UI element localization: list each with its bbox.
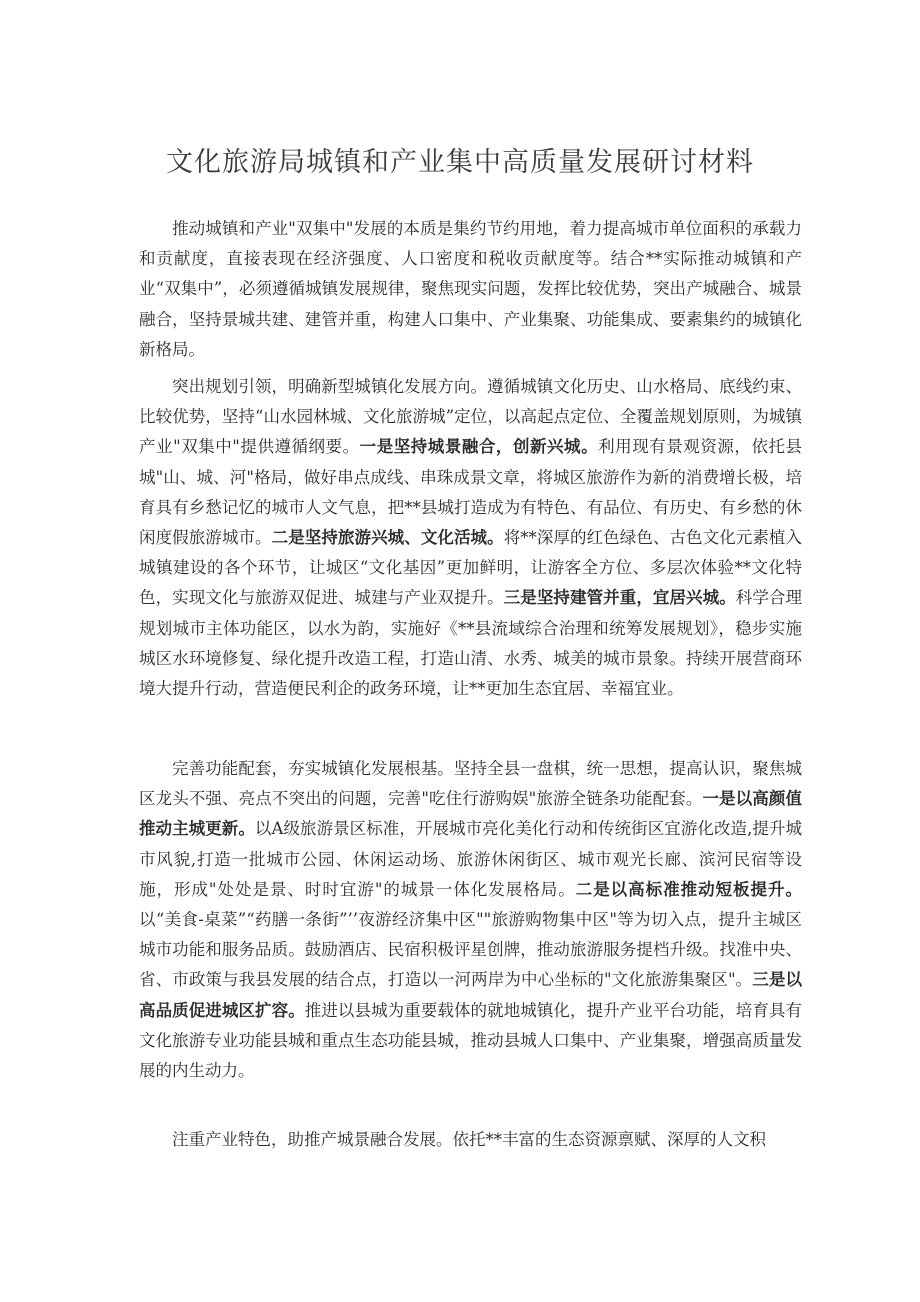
point-one-heading: 一是坚持城景融合，创新兴城。 [359,437,599,457]
paragraph-functions-heading: 完善功能配套，夯实城镇化发展根基。 [172,759,454,778]
paragraph-industry-heading: 注重产业特色，助推产城景融合发展。 [172,1130,453,1149]
point-one-heading: 一是以高颜值推动主城更新。 [139,789,802,839]
paragraph-functions [139,754,802,1086]
paragraph-functions-text-3: 以“美食-桌菜”“药膳一条街”’’夜游经济集中区""旅游购物集中区"等为切入点，提升主城区城市功能和服务品质。鼓励酒店、民宿积极评星创牌，推动旅游服务提档升级。找准中央、省、市政策与我县发展的结合点，打造以一河两岸为中心坐标的"文化旅游集聚区"。 [139,910,802,990]
paragraph-industry-text-1: 依托**丰富的生态资源禀赋、深厚的人文积 [452,1130,766,1149]
point-two-heading: 二是以高标准推动短板提升。 [575,879,803,899]
point-two-heading: 二是坚持旅游兴城、文化活城。 [271,528,504,548]
paragraph-functions-text-2: 以A级旅游景区标准，开展城市亮化美化行动和传统街区宜游化改造,提升城市风貌,打造一批城市公园、休闲运动场、旅游休闲街区、城市观光长廊、滨河民宿等设施，形成"处处是景、时时宜游"的城景一体化发展格局。 [139,819,803,899]
paragraph-functions-text-1: 坚持全县一盘棋，统一思想，提高认识，聚焦城区龙头不强、亮点不突出的问题，完善"吃住行游购娱"旅游全链条功能配套。 [139,759,803,809]
document-title: 文化旅游局城镇和产业集中高质量发展研讨材料 [166,147,754,179]
paragraph-planning [139,372,802,704]
paragraph-industry [139,1125,802,1155]
paragraph-intro-text: 推动城镇和产业"双集中"发展的本质是集约节约用地，着力提高城市单位面积的承载力和贡献度，直接表现在经济强度、人口密度和税收贡献度等。结合**实际推动城镇和产业“双集中”，必须遵循城镇发展规律，聚焦现实问题，发挥比较优势，突出产城融合、城景融合，坚持景城共建、建管并重，构建人口集中、产业集聚、功能集成、要素集约的城镇化新格局。 [139,219,802,359]
paragraph-intro [139,214,802,365]
paragraph-planning-text-4: 科学合理规划城市主体功能区，以水为韵，实施好《**县流域综合治理和统筹发展规划》，稳步实施城区水环境修复、绿化提升改造工程，打造山清、水秀、城美的城市景象。持续开展营商环境大提升行动，营造便民利企的政务环境，让**更加生态宜居、幸福宜业。 [139,588,803,699]
paragraph-planning-heading: 突出规划引领，明确新型城镇化发展方向。 [172,377,488,396]
point-three-heading: 三是坚持建管并重，宜居兴城。 [503,588,736,608]
point-three-heading: 三是以高品质促进城区扩容。 [139,970,802,1020]
paragraph-planning-text-3: 将**深厚的红色绿色、古色文化元素植入城镇建设的各个环节，让城区“文化基因”更加鲜明，让游客全方位、多层次体验**文化特色，实现文化与旅游双促进、城建与产业双提升。 [139,528,803,608]
paragraph-functions-text-4: 推进以县城为重要载体的就地城镇化，提升产业平台功能，培育具有文化旅游专业功能县城和重点生态功能县城，推动县城人口集中、产业集聚，增强高质量发展的内生动力。 [139,1000,803,1081]
paragraph-planning-text-2: 利用现有景观资源，依托县城"山、城、河"格局，做好串点成线、串珠成景文章，将城区旅游作为新的消费增长极，培育具有乡愁记忆的城市人文气息，把**县城打造成为有特色、有品位、有历史、有乡愁的休闲度假旅游城市。 [139,437,803,548]
paragraph-planning-text-1: 遵循城镇文化历史、山水格局、底线约束、比较优势，坚持“山水园林城、文化旅游城”定位，以高起点定位、全覆盖规划原则，为城镇产业"双集中"提供遵循纲要。 [139,377,803,457]
